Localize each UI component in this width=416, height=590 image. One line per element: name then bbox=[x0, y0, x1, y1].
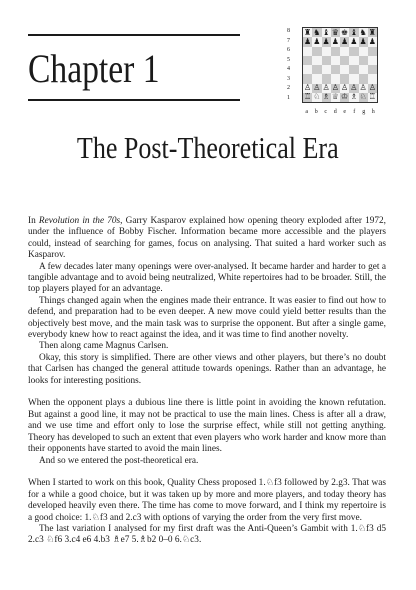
body-text bbox=[28, 216, 386, 547]
file-labels bbox=[302, 108, 378, 116]
chess-piece: ♘ bbox=[359, 92, 367, 102]
board-square bbox=[368, 47, 377, 56]
board-square bbox=[340, 56, 349, 65]
board-square bbox=[368, 65, 377, 74]
chess-piece: ♟ bbox=[368, 36, 376, 46]
chess-piece: ♙ bbox=[368, 83, 376, 93]
chess-piece: ♗ bbox=[322, 92, 330, 102]
chapter-title-text: The Post-Theoretical Era bbox=[77, 130, 339, 165]
chess-piece: ♞ bbox=[313, 27, 321, 37]
paragraph: The last variation I analysed for my first draft was the Anti-Queen’s Gambit with 1.♘f3 d5 2.c3 ♘f6 3.c4 e6 4.b3 ♗e7 5.♗b2 0–0 6.♘c3. bbox=[28, 523, 386, 546]
paragraph-gap bbox=[28, 387, 386, 398]
board-square bbox=[368, 56, 377, 65]
board-square bbox=[322, 47, 331, 56]
chess-piece: ♟ bbox=[331, 36, 339, 46]
chess-piece: ♙ bbox=[341, 83, 349, 93]
board-square bbox=[349, 65, 358, 74]
chess-piece: ♟ bbox=[322, 36, 330, 46]
board-square bbox=[349, 56, 358, 65]
chess-piece: ♟ bbox=[350, 36, 358, 46]
board-square bbox=[340, 47, 349, 56]
file-label: a bbox=[305, 109, 309, 115]
chess-piece: ♟ bbox=[359, 36, 367, 46]
board-square bbox=[331, 56, 340, 65]
chapter-top-rule bbox=[28, 34, 240, 36]
board-square bbox=[322, 65, 331, 74]
rank-label: 4 bbox=[287, 66, 290, 72]
board-square bbox=[349, 74, 358, 83]
paragraph: Then along came Magnus Carlsen. bbox=[39, 341, 169, 352]
rank-label: 5 bbox=[287, 56, 290, 63]
board-square bbox=[303, 65, 312, 74]
paragraph-text: , Garry Kasparov explained how opening theory exploded after 1972, under the influence of Bobby Fischer. Information became more accessible and the players could, instead of searching for games, focus on analysing. That suited a hard worker such as Kasparov. bbox=[28, 216, 386, 261]
chessboard bbox=[302, 27, 378, 103]
chess-piece: ♖ bbox=[368, 92, 376, 102]
paragraph: Okay, this story is simplified. There are other views and other players, but there’s no doubt that Carlsen has changed the general attitude towards openings. Rather than an advantage, he looks for interesting positions. bbox=[28, 352, 386, 386]
board-square bbox=[331, 65, 340, 74]
chess-piece: ♜ bbox=[304, 27, 312, 37]
board-square bbox=[312, 65, 321, 74]
file-label: b bbox=[314, 109, 318, 115]
chess-piece: ♞ bbox=[359, 27, 367, 37]
chess-piece: ♔ bbox=[341, 92, 349, 102]
paragraph-gap bbox=[28, 467, 386, 478]
chapter-bottom-rule bbox=[28, 99, 240, 101]
board-square bbox=[359, 74, 368, 83]
chapter-title bbox=[0, 128, 416, 168]
chess-piece: ♙ bbox=[304, 83, 312, 93]
rank-label: 6 bbox=[287, 47, 290, 53]
rank-label: 8 bbox=[287, 28, 290, 34]
chess-piece: ♟ bbox=[341, 36, 349, 46]
file-label: g bbox=[362, 109, 366, 115]
board-square bbox=[368, 74, 377, 83]
board-square bbox=[340, 74, 349, 83]
board-square bbox=[359, 65, 368, 74]
chess-piece: ♚ bbox=[341, 27, 349, 37]
board-square bbox=[322, 56, 331, 65]
file-label: c bbox=[324, 109, 328, 115]
rank-label: 3 bbox=[287, 75, 290, 82]
paragraph: When the opponent plays a dubious line there is little point in avoiding the known refutation. But against a good line, it may not be practical to use the main lines. Chess is after all a draw, and we use time and effort only to lose the surprise effect, while still not getting anything. Theory has developed to such an extent that even players who work harder and know more than their opponents have started to avoid the main lines. bbox=[28, 398, 386, 455]
chess-piece: ♟ bbox=[304, 36, 312, 46]
paragraph: When I started to work on this book, Quality Chess proposed 1.♘f3 followed by 2.g3. That was for a while a good choice, but it was taken up by more and more players, and today theory has developed heavily even there. The time has come to move forward, and I think my repertoire is a good choice: 1.♘f3 and 2.c3 with options of varying the order from the very first move. bbox=[28, 478, 386, 523]
paragraph bbox=[28, 216, 386, 262]
chess-piece: ♕ bbox=[331, 92, 339, 102]
board-square bbox=[303, 47, 312, 56]
board-square bbox=[359, 47, 368, 56]
paragraph: Things changed again when the engines made their entrance. It was easier to find out how to defend, and preparation had to be even deeper. A new move could yield better results than the objectively best move, and the main task was to surprise the opponent. But after a single game, everybody knew how to react against the idea, and it was time to find another novelty. bbox=[28, 295, 386, 341]
board-square bbox=[340, 65, 349, 74]
chess-piece: ♜ bbox=[368, 27, 376, 37]
rank-label: 7 bbox=[287, 37, 290, 44]
board-square bbox=[331, 74, 340, 83]
paragraph-text: In bbox=[28, 216, 39, 226]
chess-piece: ♖ bbox=[304, 92, 312, 102]
board-square bbox=[312, 74, 321, 83]
paragraph: And so we entered the post-theoretical era. bbox=[39, 455, 199, 466]
file-label: d bbox=[333, 109, 337, 115]
board-square bbox=[359, 56, 368, 65]
chess-piece: ♘ bbox=[313, 92, 321, 102]
file-label: h bbox=[371, 109, 375, 115]
book-title: Revolution in the 70s bbox=[38, 216, 121, 226]
chess-piece: ♙ bbox=[322, 83, 330, 93]
chess-piece: ♙ bbox=[331, 83, 339, 93]
chess-piece: ♟ bbox=[313, 36, 321, 46]
chess-piece: ♙ bbox=[350, 83, 358, 93]
paragraph: A few decades later many openings were over-analysed. It became harder and harder to get a tangible advantage and to avoid being neutralized, White repertoires had to be broader. Still, the top players played for an advantage. bbox=[28, 261, 386, 295]
board-square bbox=[303, 74, 312, 83]
chess-piece: ♛ bbox=[331, 27, 339, 37]
chess-piece: ♙ bbox=[313, 83, 321, 93]
board-square bbox=[303, 56, 312, 65]
chess-piece: ♝ bbox=[322, 27, 330, 37]
rank-labels bbox=[287, 27, 299, 103]
rank-label: 1 bbox=[287, 94, 290, 101]
file-label: e bbox=[343, 109, 347, 115]
chess-piece: ♙ bbox=[359, 83, 367, 93]
board-square bbox=[312, 56, 321, 65]
file-label: f bbox=[353, 109, 356, 115]
board-square bbox=[349, 47, 358, 56]
rank-label: 2 bbox=[287, 85, 290, 91]
chapter-label: Chapter 1 bbox=[28, 46, 160, 91]
chess-piece: ♗ bbox=[350, 92, 358, 102]
board-square bbox=[331, 47, 340, 56]
board-square bbox=[322, 74, 331, 83]
board-square bbox=[312, 47, 321, 56]
chess-piece: ♝ bbox=[350, 27, 358, 37]
